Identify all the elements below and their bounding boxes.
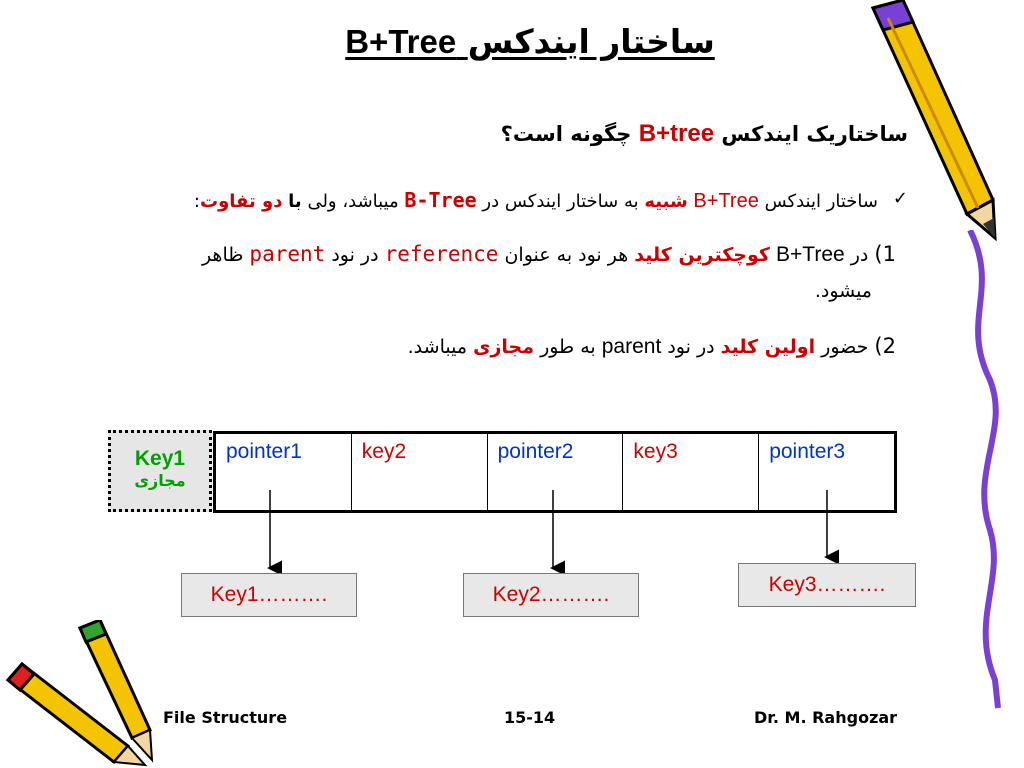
bullet-colon: : [193,191,200,212]
subtitle-btree: B+tree [638,120,715,147]
virtual-key-caption: مجازی [134,471,186,490]
node-cell-key2: key2 [352,434,488,510]
item-1-reference: reference [384,242,499,266]
bullet-btree-plus: B+Tree [693,190,759,212]
bullet-with: با [288,191,302,212]
bullet-btree: B-Tree [404,188,477,212]
bullet-similar: شبیه [644,191,688,212]
item-1-text-1: هر نود به عنوان [504,244,629,266]
item-2-text-1: حضور [821,336,869,358]
title-btree: B+Tree [345,23,457,60]
item-1-smallest-key: کوچکترین کلید [634,244,770,266]
item-1-btree: B+Tree [776,243,845,266]
node-cell-pointer1: pointer1 [216,434,352,510]
leaf-node-key3: Key3………. [738,563,916,607]
item-2-number: 2) [874,334,896,358]
title-persian: ساختار ایندکس [467,22,715,61]
footer-course: File Structure [163,708,288,727]
node-cell-pointer2: pointer2 [488,434,624,510]
item-1-parent: parent [249,242,326,266]
item-2-virtual: مجازی [473,336,535,358]
item-2-text-3: به طور [540,336,596,358]
leaf-node-key1: Key1………. [181,573,357,617]
item-1-text-3: ظاهر [201,244,244,266]
item-1-text-in: در [850,244,869,266]
item-2-first-key: اولین کلید [720,336,816,358]
subtitle-part2: چگونه است؟ [500,122,632,146]
item-1-text-2: در نود [331,244,379,266]
pencils-icon [0,620,165,768]
subtitle-part1: ساختاریک ایندکس [721,122,908,146]
node-cell-pointer3: pointer3 [769,440,846,463]
leaf-node-key2: Key2………. [463,573,639,617]
footer-page-number: 15-14 [504,708,556,727]
item-2-text-4: میباشد. [407,336,468,358]
bullet-text-1: ساختار ایندکس [764,191,878,212]
item-1-line-2: میشود. [814,280,872,302]
node-cell-key3: key3 [623,434,759,510]
item-1-number: 1) [874,242,896,266]
item-2-text-2: در نود [667,336,715,358]
virtual-key-label: Key1 [134,447,186,470]
bullet-text-2: به ساختار ایندکس در [482,191,639,212]
item-2-parent: parent [601,335,662,358]
bullet-text-3: میباشد، ولی [307,191,399,212]
check-icon: ✓ [892,188,908,209]
bullet-two-differences: دو تفاوت [199,191,283,212]
footer-author: Dr. M. Rahgozar [754,708,898,727]
